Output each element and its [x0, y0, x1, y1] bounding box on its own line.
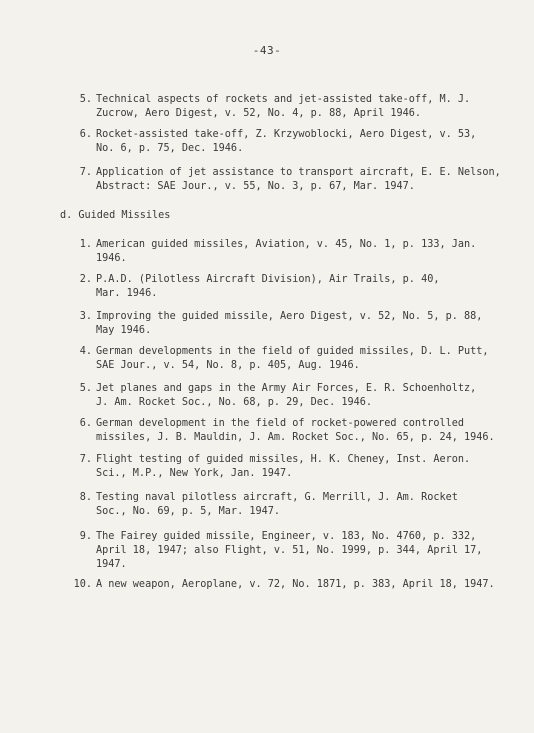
entry-text-line: Rocket-assisted take-off, Z. Krzywoblocki, Aero Digest, v. 53,	[96, 129, 477, 140]
list-item	[79, 273, 440, 301]
entry-number: 1.	[79, 239, 92, 250]
entry-text-line: The Fairey guided missile, Engineer, v. 183, No. 4760, p. 332,	[96, 531, 477, 542]
entry-number: 10.	[73, 579, 92, 590]
section-heading: d. Guided Missiles	[60, 210, 171, 221]
entry-text-line: May 1946.	[96, 325, 152, 336]
entry-text-line: Abstract: SAE Jour., v. 55, No. 3, p. 67, Mar. 1947.	[96, 181, 415, 192]
entry-text-line: 1946.	[96, 253, 127, 264]
entry-text-line: A new weapon, Aeroplane, v. 72, No. 1871, p. 383, April 18, 1947.	[96, 579, 495, 590]
list-item	[79, 530, 483, 572]
entry-text-line: Mar. 1946.	[96, 288, 158, 299]
entry-text-line: missiles, J. B. Mauldin, J. Am. Rocket Soc., No. 65, p. 24, 1946.	[96, 432, 495, 443]
entry-number: 6.	[79, 418, 92, 429]
entry-number: 2.	[79, 274, 92, 285]
list-item	[79, 93, 471, 121]
entry-number: 3.	[79, 311, 92, 322]
entry-text-line: German development in the field of rocket-powered controlled	[96, 418, 465, 429]
list-item	[79, 166, 501, 194]
entry-text-line: Jet planes and gaps in the Army Air Forces, E. R. Schoenholtz,	[96, 383, 477, 394]
entry-number: 8.	[79, 492, 92, 503]
list-item	[79, 128, 477, 156]
entry-text-line: P.A.D. (Pilotless Aircraft Division), Air Trails, p. 40,	[96, 274, 440, 285]
entry-text-line: Application of jet assistance to transport aircraft, E. E. Nelson,	[96, 167, 501, 178]
entry-text-line: 1947.	[96, 559, 127, 570]
entry-text-line: Flight testing of guided missiles, H. K. Cheney, Inst. Aeron.	[96, 454, 471, 465]
entry-number: 4.	[79, 346, 92, 357]
entry-text-line: No. 6, p. 75, Dec. 1946.	[96, 143, 244, 154]
entry-text-line: Testing naval pilotless aircraft, G. Merrill, J. Am. Rocket	[96, 492, 458, 503]
entry-number: 9.	[79, 531, 92, 542]
entry-text-line: American guided missiles, Aviation, v. 45, No. 1, p. 133, Jan.	[96, 239, 477, 250]
list-item	[79, 345, 489, 373]
list-item	[79, 310, 483, 338]
list-item	[73, 578, 495, 592]
entry-text-line: German developments in the field of guided missiles, D. L. Putt,	[96, 346, 489, 357]
entry-number: 7.	[79, 167, 92, 178]
page-number: -43-	[252, 44, 282, 57]
list-item	[79, 491, 458, 519]
entry-text-line: Sci., M.P., New York, Jan. 1947.	[96, 468, 293, 479]
entry-text-line: SAE Jour., v. 54, No. 8, p. 405, Aug. 1946.	[96, 360, 360, 371]
entry-number: 7.	[79, 454, 92, 465]
entry-number: 5.	[79, 94, 92, 105]
list-item	[79, 238, 477, 266]
entry-text-line: J. Am. Rocket Soc., No. 68, p. 29, Dec. 1946.	[96, 397, 373, 408]
entry-number: 6.	[79, 129, 92, 140]
entry-text-line: Improving the guided missile, Aero Digest, v. 52, No. 5, p. 88,	[96, 311, 483, 322]
entry-text-line: Technical aspects of rockets and jet-assisted take-off, M. J.	[96, 94, 471, 105]
entry-number: 5.	[79, 383, 92, 394]
list-item	[79, 417, 495, 445]
list-item	[79, 382, 477, 410]
entry-text-line: April 18, 1947; also Flight, v. 51, No. 1999, p. 344, April 17,	[96, 545, 483, 556]
entry-text-line: Soc., No. 69, p. 5, Mar. 1947.	[96, 506, 281, 517]
entry-text-line: Zucrow, Aero Digest, v. 52, No. 4, p. 88, April 1946.	[96, 108, 422, 119]
list-item	[79, 453, 471, 481]
